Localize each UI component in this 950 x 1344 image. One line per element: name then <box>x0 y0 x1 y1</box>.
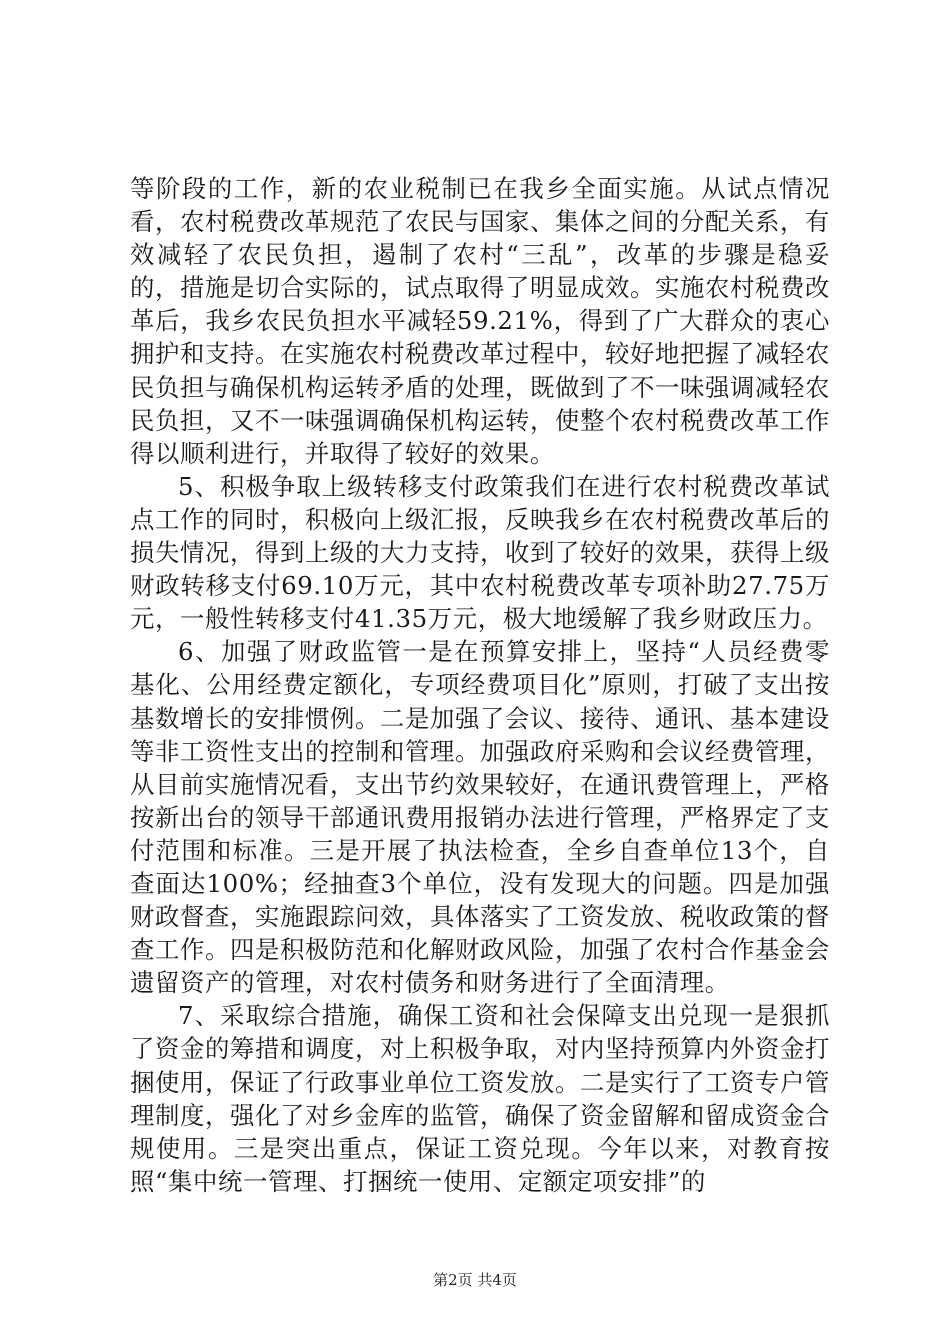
paragraph-continuation: 等阶段的工作，新的农业税制已在我乡全面实施。从试点情况看，农村税费改革规范了农民与国家、集体之间的分配关系，有效减轻了农民负担，遏制了农村“三乱”，改革的步骤是稳妥的，措施是切合实际的，试点取得了明显成效。实施农村税费改革后，我乡农民负担水平减轻59.21%，得到了广大群众的衷心拥护和支持。在实施农村税费改革过程中，较好地把握了减轻农民负担与确保机构运转矛盾的处理，既做到了不一味强调减轻农民负担，又不一味强调确保机构运转，使整个农村税费改革工作得以顺利进行，并取得了较好的效果。 <box>130 174 830 468</box>
paragraph-item-6: 6、加强了财政监管一是在预算安排上，坚持“人员经费零基化、公用经费定额化，专项经费项目化”原则，打破了支出按基数增长的安排惯例。二是加强了会议、接待、通讯、基本建设等非工资性支出的控制和管理。加强政府采购和会议经费管理，从目前实施情况看，支出节约效果较好，在通讯费管理上，严格按新出台的领导干部通讯费用报销办法进行管理，严格界定了支付范围和标准。三是开展了执法检查，全乡自查单位13个，自查面达100%；经抽查3个单位，没有发现大的问题。四是加强财政督查，实施跟踪问效，具体落实了工资发放、税收政策的督查工作。四是积极防范和化解财政风险，加强了农村合作基金会遗留资产的管理，对农村债务和财务进行了全面清理。 <box>130 637 830 998</box>
paragraph-item-5: 5、积极争取上级转移支付政策我们在进行农村税费改革试点工作的同时，积极向上级汇报，反映我乡在农村税费改革后的损失情况，得到上级的大力支持，收到了较好的效果，获得上级财政转移支付69.10万元，其中农村税费改革专项补助27.75万元，一般性转移支付41.35万元，极大地缓解了我乡财政压力。 <box>130 471 830 634</box>
document-body <box>130 172 830 1198</box>
page-number-footer: 第2页 共4页 <box>433 1271 517 1289</box>
paragraph-item-7: 7、采取综合措施，确保工资和社会保障支出兑现一是狠抓了资金的筹措和调度，对上积极争取，对内坚持预算内外资金打捆使用，保证了行政事业单位工资发放。二是实行了工资专户管理制度，强化了对乡金库的监管，确保了资金留解和留成资金合规使用。三是突出重点，保证工资兑现。今年以来，对教育按照“集中统一管理、打捆统一使用、定额定项安排”的 <box>130 1001 830 1196</box>
